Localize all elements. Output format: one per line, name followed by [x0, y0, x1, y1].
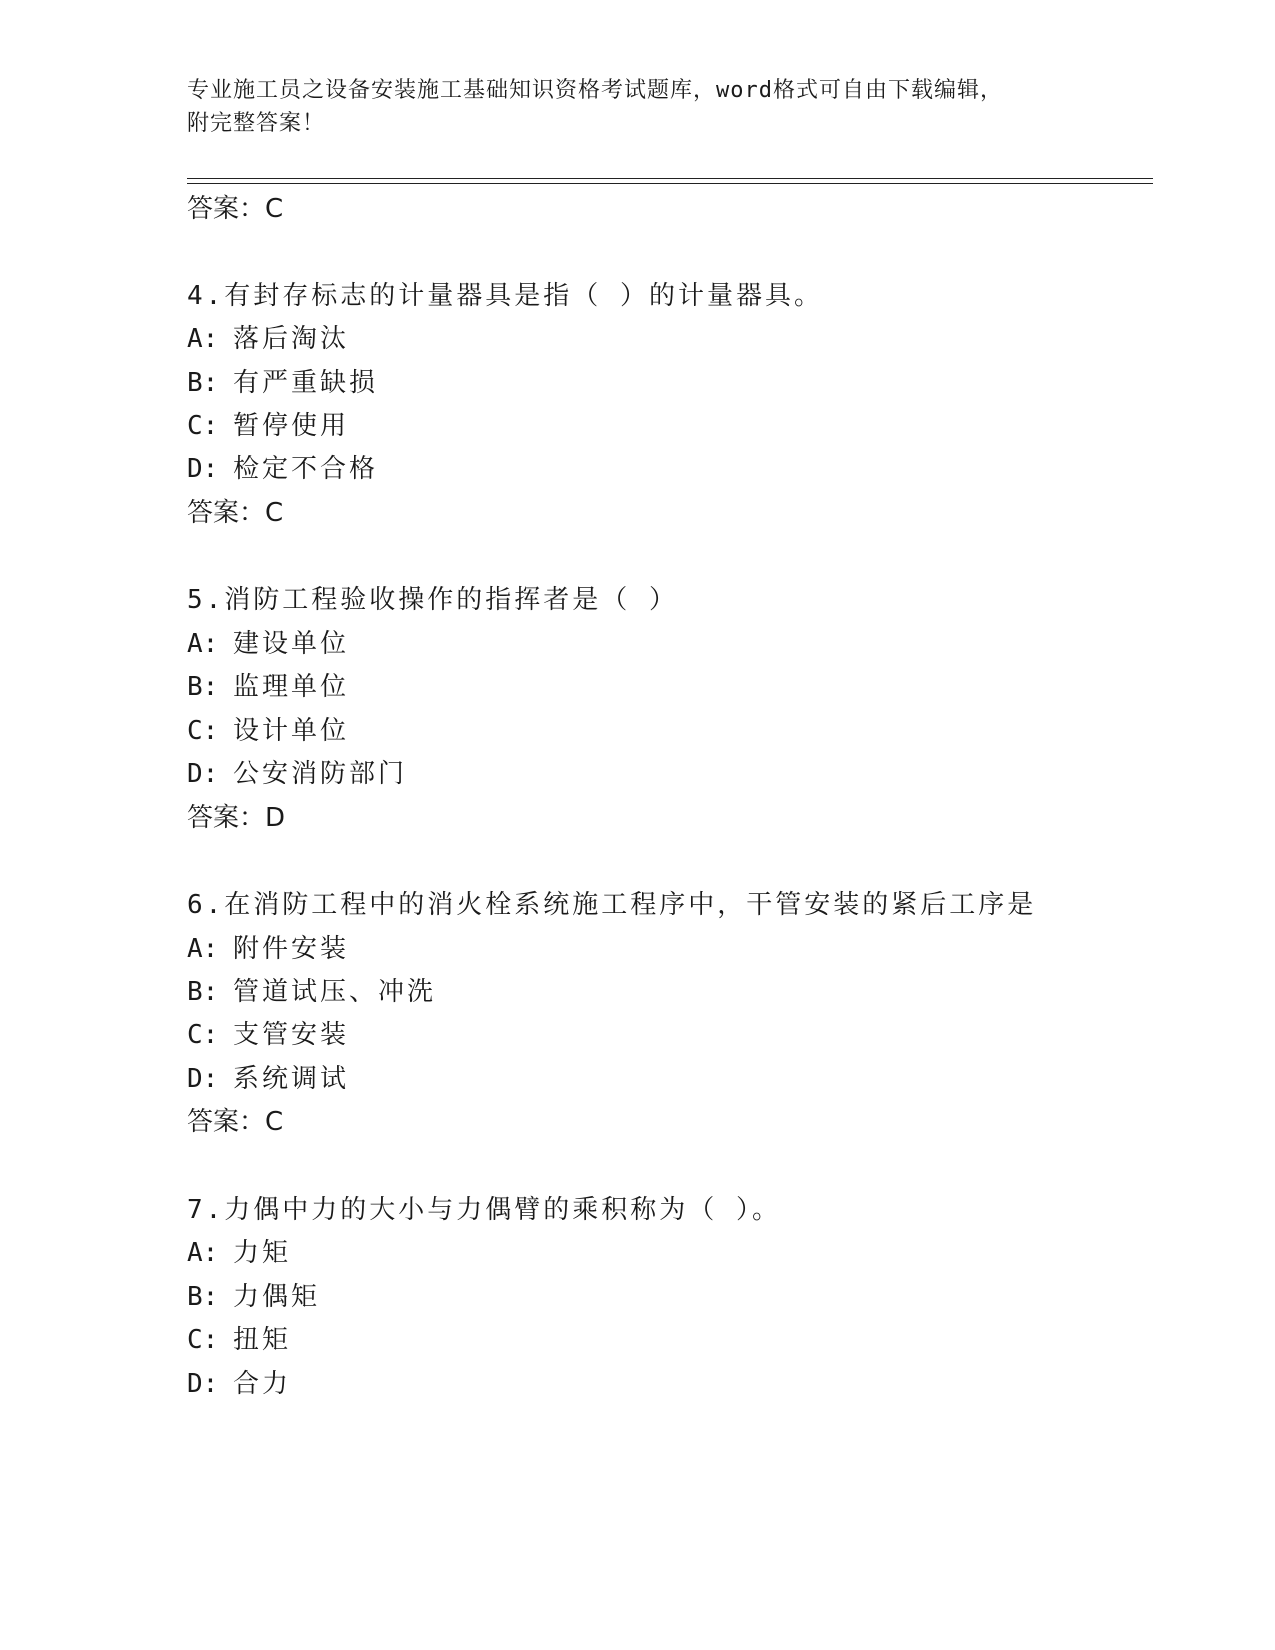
option-text: 公安消防部门: [233, 759, 408, 789]
option-text: 管道试压、冲洗: [233, 977, 437, 1007]
question-stem: 6.在消防工程中的消火栓系统施工程序中，干管安装的紧后工序是: [187, 890, 1037, 920]
option-a: [187, 627, 349, 661]
document-header: [187, 74, 1087, 140]
header-divider-bottom: [187, 183, 1153, 184]
option-b: [187, 975, 436, 1009]
header-line-2: 附完整答案！: [187, 111, 326, 136]
answer-line: 答案：C: [187, 194, 284, 224]
option-letter: B:: [187, 368, 219, 398]
option-b: [187, 1280, 320, 1314]
option-letter: A:: [187, 934, 219, 964]
option-text: 扭矩: [233, 1325, 292, 1355]
option-letter: D:: [187, 759, 219, 789]
option-d: [187, 1062, 349, 1096]
option-d: [187, 1367, 291, 1401]
question-stem: 4.有封存标志的计量器具是指（ ）的计量器具。: [187, 281, 823, 311]
option-c: [187, 1018, 349, 1052]
option-text: 有严重缺损: [233, 368, 379, 398]
option-text: 落后淘汰: [233, 324, 350, 354]
option-letter: D:: [187, 454, 219, 484]
option-b: [187, 366, 378, 400]
option-letter: C:: [187, 411, 219, 441]
option-b: [187, 670, 349, 704]
option-letter: A:: [187, 324, 219, 354]
option-letter: A:: [187, 1238, 219, 1268]
option-c: [187, 714, 349, 748]
answer-line: 答案：C: [187, 1107, 284, 1137]
option-c: [187, 409, 349, 443]
option-a: [187, 932, 349, 966]
option-text: 附件安装: [233, 934, 350, 964]
option-letter: D:: [187, 1064, 219, 1094]
option-text: 合力: [233, 1369, 292, 1399]
option-letter: A:: [187, 629, 219, 659]
header-line-1: 专业施工员之设备安装施工基础知识资格考试题库，word格式可自由下载编辑，: [187, 78, 1003, 103]
option-c: [187, 1323, 291, 1357]
option-text: 检定不合格: [233, 454, 379, 484]
answer-line: 答案：D: [187, 803, 286, 833]
option-text: 系统调试: [233, 1064, 350, 1094]
option-text: 暂停使用: [233, 411, 350, 441]
option-a: [187, 1236, 291, 1270]
answer-line: 答案：C: [187, 498, 284, 528]
question-stem: 7.力偶中力的大小与力偶臂的乘积称为（ ）。: [187, 1195, 781, 1225]
option-text: 支管安装: [233, 1020, 350, 1050]
option-letter: D:: [187, 1369, 219, 1399]
option-text: 设计单位: [233, 716, 350, 746]
option-d: [187, 452, 378, 486]
option-letter: C:: [187, 1325, 219, 1355]
option-text: 建设单位: [233, 629, 350, 659]
option-letter: C:: [187, 716, 219, 746]
question-stem: 5.消防工程验收操作的指挥者是（ ）: [187, 585, 678, 615]
option-letter: B:: [187, 1282, 219, 1312]
option-text: 监理单位: [233, 672, 350, 702]
option-a: [187, 322, 349, 356]
option-text: 力矩: [233, 1238, 292, 1268]
option-letter: C:: [187, 1020, 219, 1050]
header-divider-top: [187, 178, 1153, 179]
option-letter: B:: [187, 977, 219, 1007]
option-d: [187, 757, 407, 791]
option-letter: B:: [187, 672, 219, 702]
option-text: 力偶矩: [233, 1282, 321, 1312]
